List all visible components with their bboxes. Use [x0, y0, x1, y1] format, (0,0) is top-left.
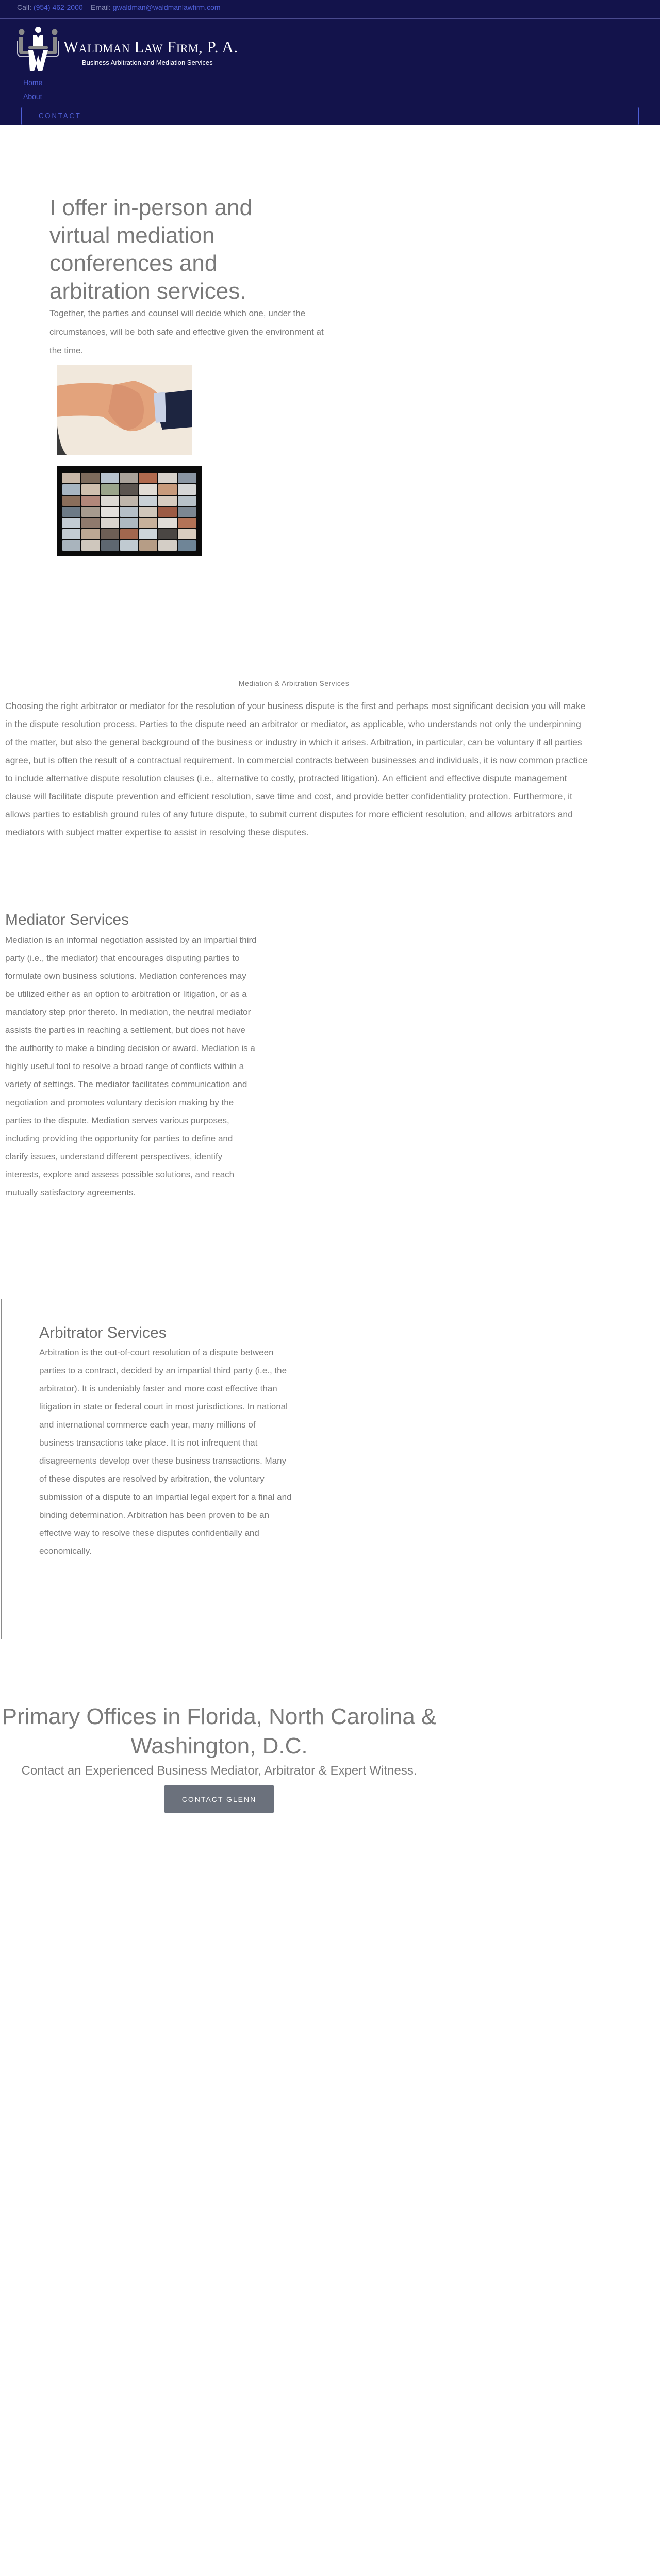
- call-label: Call:: [17, 3, 32, 11]
- contact-glenn-button[interactable]: CONTACT GLENN: [164, 1785, 274, 1813]
- logo-icon: [17, 26, 59, 71]
- handshake-illustration-icon: [57, 365, 192, 455]
- video-participant-grid: [62, 473, 196, 551]
- nav-contact-label: CONTACT: [39, 112, 81, 120]
- offices-title: Primary Offices in Florida, North Carolina & Washington, D.C.: [2, 1704, 437, 1759]
- mediator-services-text: Mediation is an informal negotiation assisted by an impartial third party (i.e., the mediator) that encourages disputing parties to formulate own business solutions. Mediation conferences may be utilized either as an option to arbitration or litigation, or as a mandatory step prior thereto. In mediation, the neutral mediator assists the parties in reaching a settlement, but does not have the authority to make a binding decision or award. Mediation is a highly useful tool to resolve a broad range of conflicts within a variety of settings. The mediator facilitates communication and negotiation and promotes voluntary decision making by the parties to the dispute. Mediation serves various purposes, including providing the opportunity for parties to define and clarify issues, understand different perspectives, identify interests, explore and assess possible solutions, and reach mutually satisfactory agreements.: [5, 935, 257, 1197]
- email-info: [91, 3, 221, 11]
- email-link[interactable]: gwaldman@waldmanlawfirm.com: [112, 3, 221, 11]
- phone-link[interactable]: (954) 462-2000: [33, 3, 83, 11]
- site-header: [0, 0, 660, 125]
- nav-about[interactable]: About: [23, 92, 42, 101]
- nav-contact-button[interactable]: [21, 107, 639, 125]
- top-contact-bar: [0, 0, 660, 19]
- brand-logo-link[interactable]: [17, 26, 285, 72]
- call-info: [17, 3, 83, 11]
- arbitrator-services-title: Arbitrator Services: [39, 1324, 167, 1341]
- nav-home[interactable]: Home: [23, 78, 43, 87]
- hero-subtitle: Together, the parties and counsel will decide which one, under the circumstances, will be both safe and effective given the environment at the time.: [50, 308, 324, 355]
- brand-tagline: Business Arbitration and Mediation Services: [82, 59, 213, 67]
- brand-name: Waldman Law Firm, P. A.: [63, 38, 238, 56]
- section-label-services: Mediation & Arbitration Services: [238, 679, 350, 687]
- section-divider: [1, 1299, 2, 1639]
- email-label: Email:: [91, 3, 111, 11]
- hero-title: I offer in-person and virtual mediation conferences and arbitration services.: [50, 195, 252, 304]
- handshake-image: [57, 365, 192, 455]
- mediator-services-title: Mediator Services: [5, 911, 129, 928]
- arbitrator-services-text: Arbitration is the out-of-court resolution of a dispute between parties to a contract, decided by an impartial third party (i.e., the arbitrator). It is undeniably faster and more cost effective than litigation in state or federal court in most jurisdictions. In national and international commerce each year, many millions of business transactions take place. It is not infrequent that disagreements develop over these business transactions. Many of these disputes are resolved by arbitration, the voluntary submission of a dispute to an impartial legal expert for a final and binding determination. Arbitration has been proven to be an effective way to resolve these disputes confidentially and economically.: [39, 1348, 292, 1556]
- virtual-meeting-image: [57, 466, 202, 556]
- main-nav: [23, 77, 42, 105]
- intro-paragraph: Choosing the right arbitrator or mediator for the resolution of your business dispute is the first and perhaps most significant decision you will make in the dispute resolution process. Parties to the dispute need an arbitrator or mediator, as applicable, who understands not only the underpinning of the matter, but also the general background of the business or industry in which it arises. Arbitration, in particular, can be voluntary if all parties agree, but is often the result of a contractual requirement. In commercial contracts between businesses and individuals, it is now common practice to include alternative dispute resolution clauses (i.e., alternative to costly, protracted litigation). An efficient and effective dispute management clause will facilitate dispute prevention and efficient resolution, save time and cost, and provide better confidentiality protection. Furthermore, it allows parties to establish ground rules of any future dispute, to submit current disputes for more efficient resolution, and allows arbitrators and mediators with subject matter expertise to assist in resolving these disputes.: [5, 701, 588, 838]
- offices-subtitle: Contact an Experienced Business Mediator, Arbitrator & Expert Witness.: [21, 1764, 417, 1778]
